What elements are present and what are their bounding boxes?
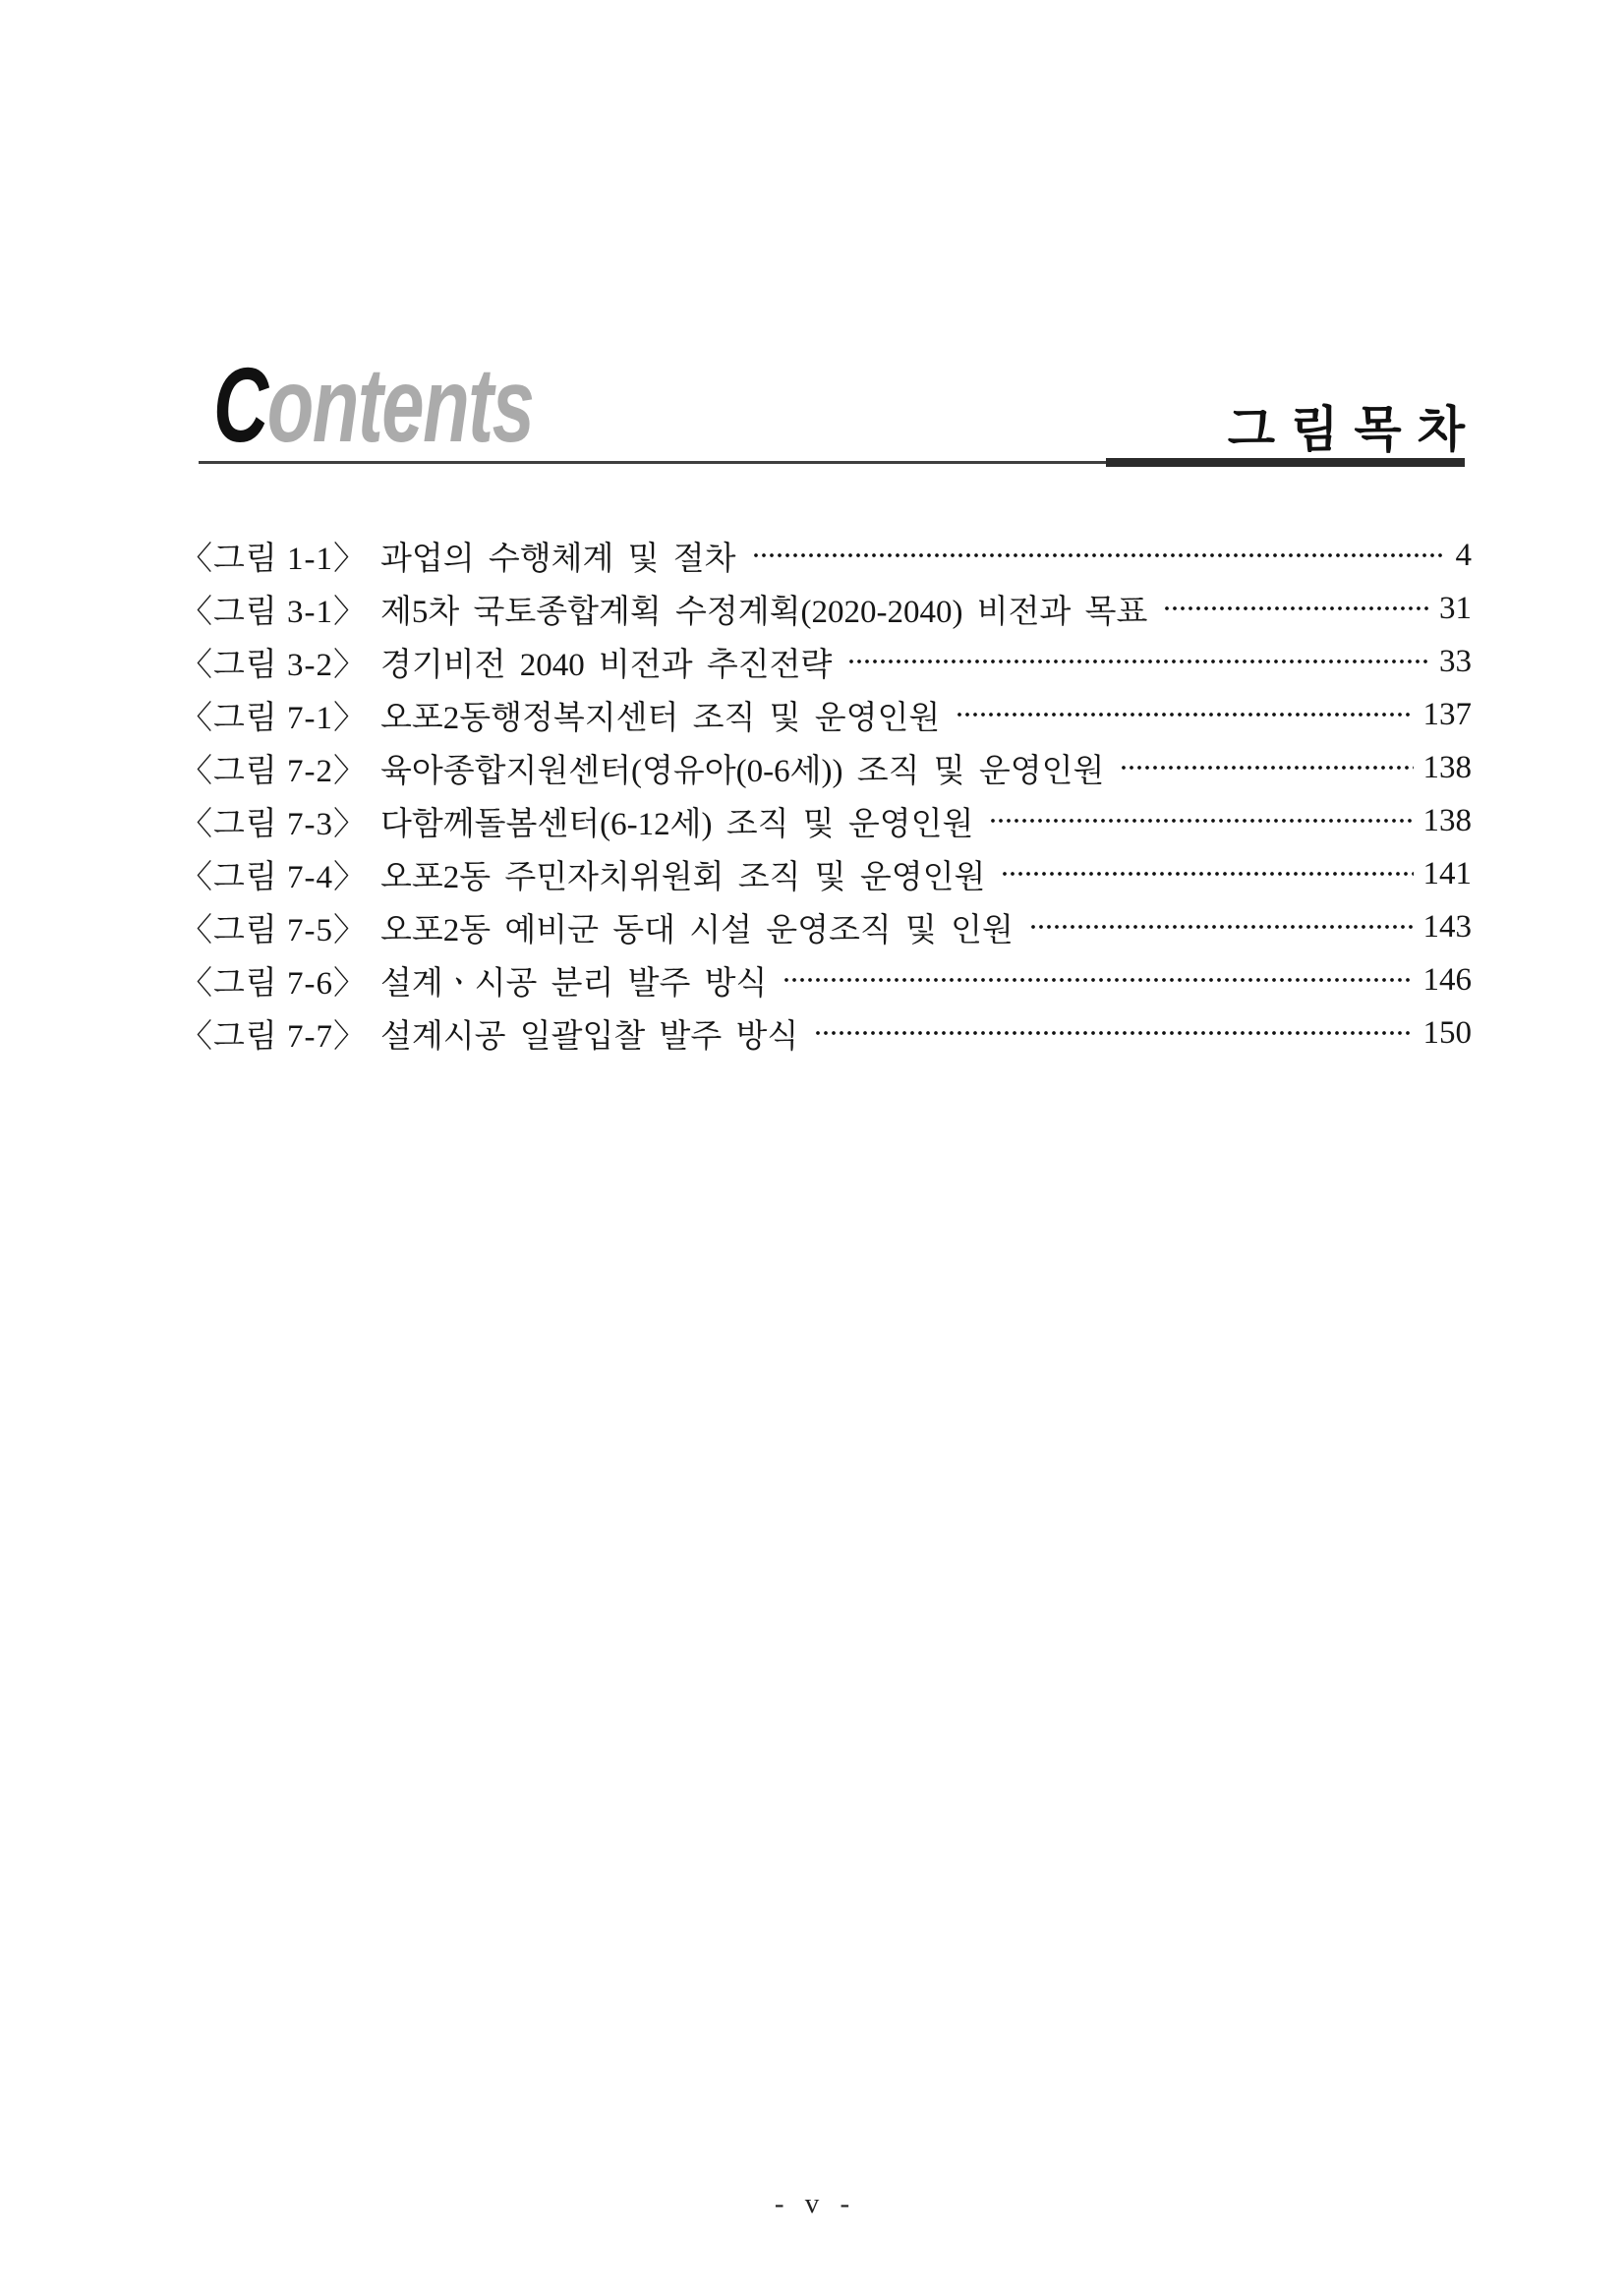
dot-leader (956, 688, 1413, 741)
figure-entry-label (180, 692, 940, 738)
figure-entry (180, 847, 1472, 900)
figure-entry (180, 582, 1472, 635)
figure-entry-page-number: 137 (1422, 696, 1472, 732)
dot-leader (847, 635, 1429, 688)
figure-entry-tag: 〈그림 3-1〉 (180, 594, 367, 630)
dot-leader (783, 953, 1413, 1006)
figure-entry-label (180, 745, 1104, 791)
figure-entry-page-number: 146 (1422, 961, 1472, 998)
figure-entry-tag: 〈그림 7-6〉 (180, 965, 367, 1002)
figure-entry-title: 오포2동 예비군 동대 시설 운영조직 및 인원 (380, 912, 1014, 948)
figure-entry-page-number: 138 (1422, 749, 1472, 785)
figure-entry (180, 794, 1472, 847)
figure-entry-title: 오포2동행정복지센터 조직 및 운영인원 (380, 700, 941, 736)
figure-entry-title: 오포2동 주민자치위원회 조직 및 운영인원 (380, 859, 986, 895)
dot-leader (1029, 900, 1414, 953)
footer-page-number: - v - (774, 2188, 850, 2219)
contents-title-first-letter: C (213, 345, 267, 464)
figure-entry (180, 741, 1472, 794)
figure-entry-title: 육아종합지원센터(영유아(0-6세)) 조직 및 운영인원 (380, 753, 1105, 789)
dot-leader (752, 529, 1446, 582)
list-of-figures-title: 그림목차 (1227, 402, 1480, 457)
figure-entry-tag: 〈그림 7-2〉 (180, 753, 367, 789)
figure-entry-tag: 〈그림 7-5〉 (180, 912, 367, 948)
figure-entry-title: 다함께돌봄센터(6-12세) 조직 및 운영인원 (380, 806, 974, 842)
figure-entry-tag: 〈그림 7-1〉 (180, 700, 367, 736)
figure-entry-label (180, 957, 767, 1004)
figure-entry (180, 953, 1472, 1006)
dot-leader (989, 794, 1413, 847)
dot-leader (1120, 741, 1413, 794)
figure-entry-label (180, 639, 832, 685)
figure-entry-title: 제5차 국토종합계획 수정계획(2020-2040) 비전과 목표 (380, 594, 1148, 630)
header-divider-thick-segment (1106, 458, 1465, 467)
figure-list (180, 529, 1472, 1060)
contents-title-rest: ontents (266, 345, 534, 464)
dot-leader (1001, 847, 1413, 900)
figure-entry-page-number: 33 (1439, 643, 1472, 679)
figure-entry (180, 1006, 1472, 1060)
contents-title (213, 345, 534, 464)
figure-entry (180, 635, 1472, 688)
figure-entry-label (180, 851, 985, 897)
figure-entry-tag: 〈그림 3-2〉 (180, 647, 367, 683)
figure-entry-label (180, 533, 736, 579)
figure-entry-page-number: 138 (1422, 802, 1472, 838)
page-header (180, 345, 1480, 464)
figure-entry-title: 설계ㆍ시공 분리 발주 방식 (380, 965, 768, 1002)
figure-entry-tag: 〈그림 7-4〉 (180, 859, 367, 895)
figure-entry-page-number: 4 (1455, 537, 1472, 573)
figure-entry (180, 900, 1472, 953)
figure-entry-label (180, 904, 1014, 950)
figure-entry-title: 과업의 수행체계 및 절차 (380, 541, 736, 577)
figure-entry-label (180, 1010, 798, 1057)
figure-entry-label (180, 798, 973, 844)
figure-entry-title: 설계시공 일괄입찰 발주 방식 (380, 1018, 799, 1055)
figure-entry-title: 경기비전 2040 비전과 추진전략 (380, 647, 833, 683)
figure-entry-label (180, 586, 1147, 632)
figure-entry-page-number: 141 (1422, 855, 1472, 891)
figure-entry-tag: 〈그림 1-1〉 (180, 541, 367, 577)
dot-leader (814, 1006, 1413, 1060)
figure-entry (180, 529, 1472, 582)
dot-leader (1163, 582, 1429, 635)
figure-entry-tag: 〈그림 7-7〉 (180, 1018, 367, 1055)
figure-entry-page-number: 150 (1422, 1014, 1472, 1051)
figure-entry-page-number: 143 (1422, 908, 1472, 945)
figure-entry-tag: 〈그림 7-3〉 (180, 806, 367, 842)
figure-entry (180, 688, 1472, 741)
figure-entry-page-number: 31 (1439, 590, 1472, 626)
